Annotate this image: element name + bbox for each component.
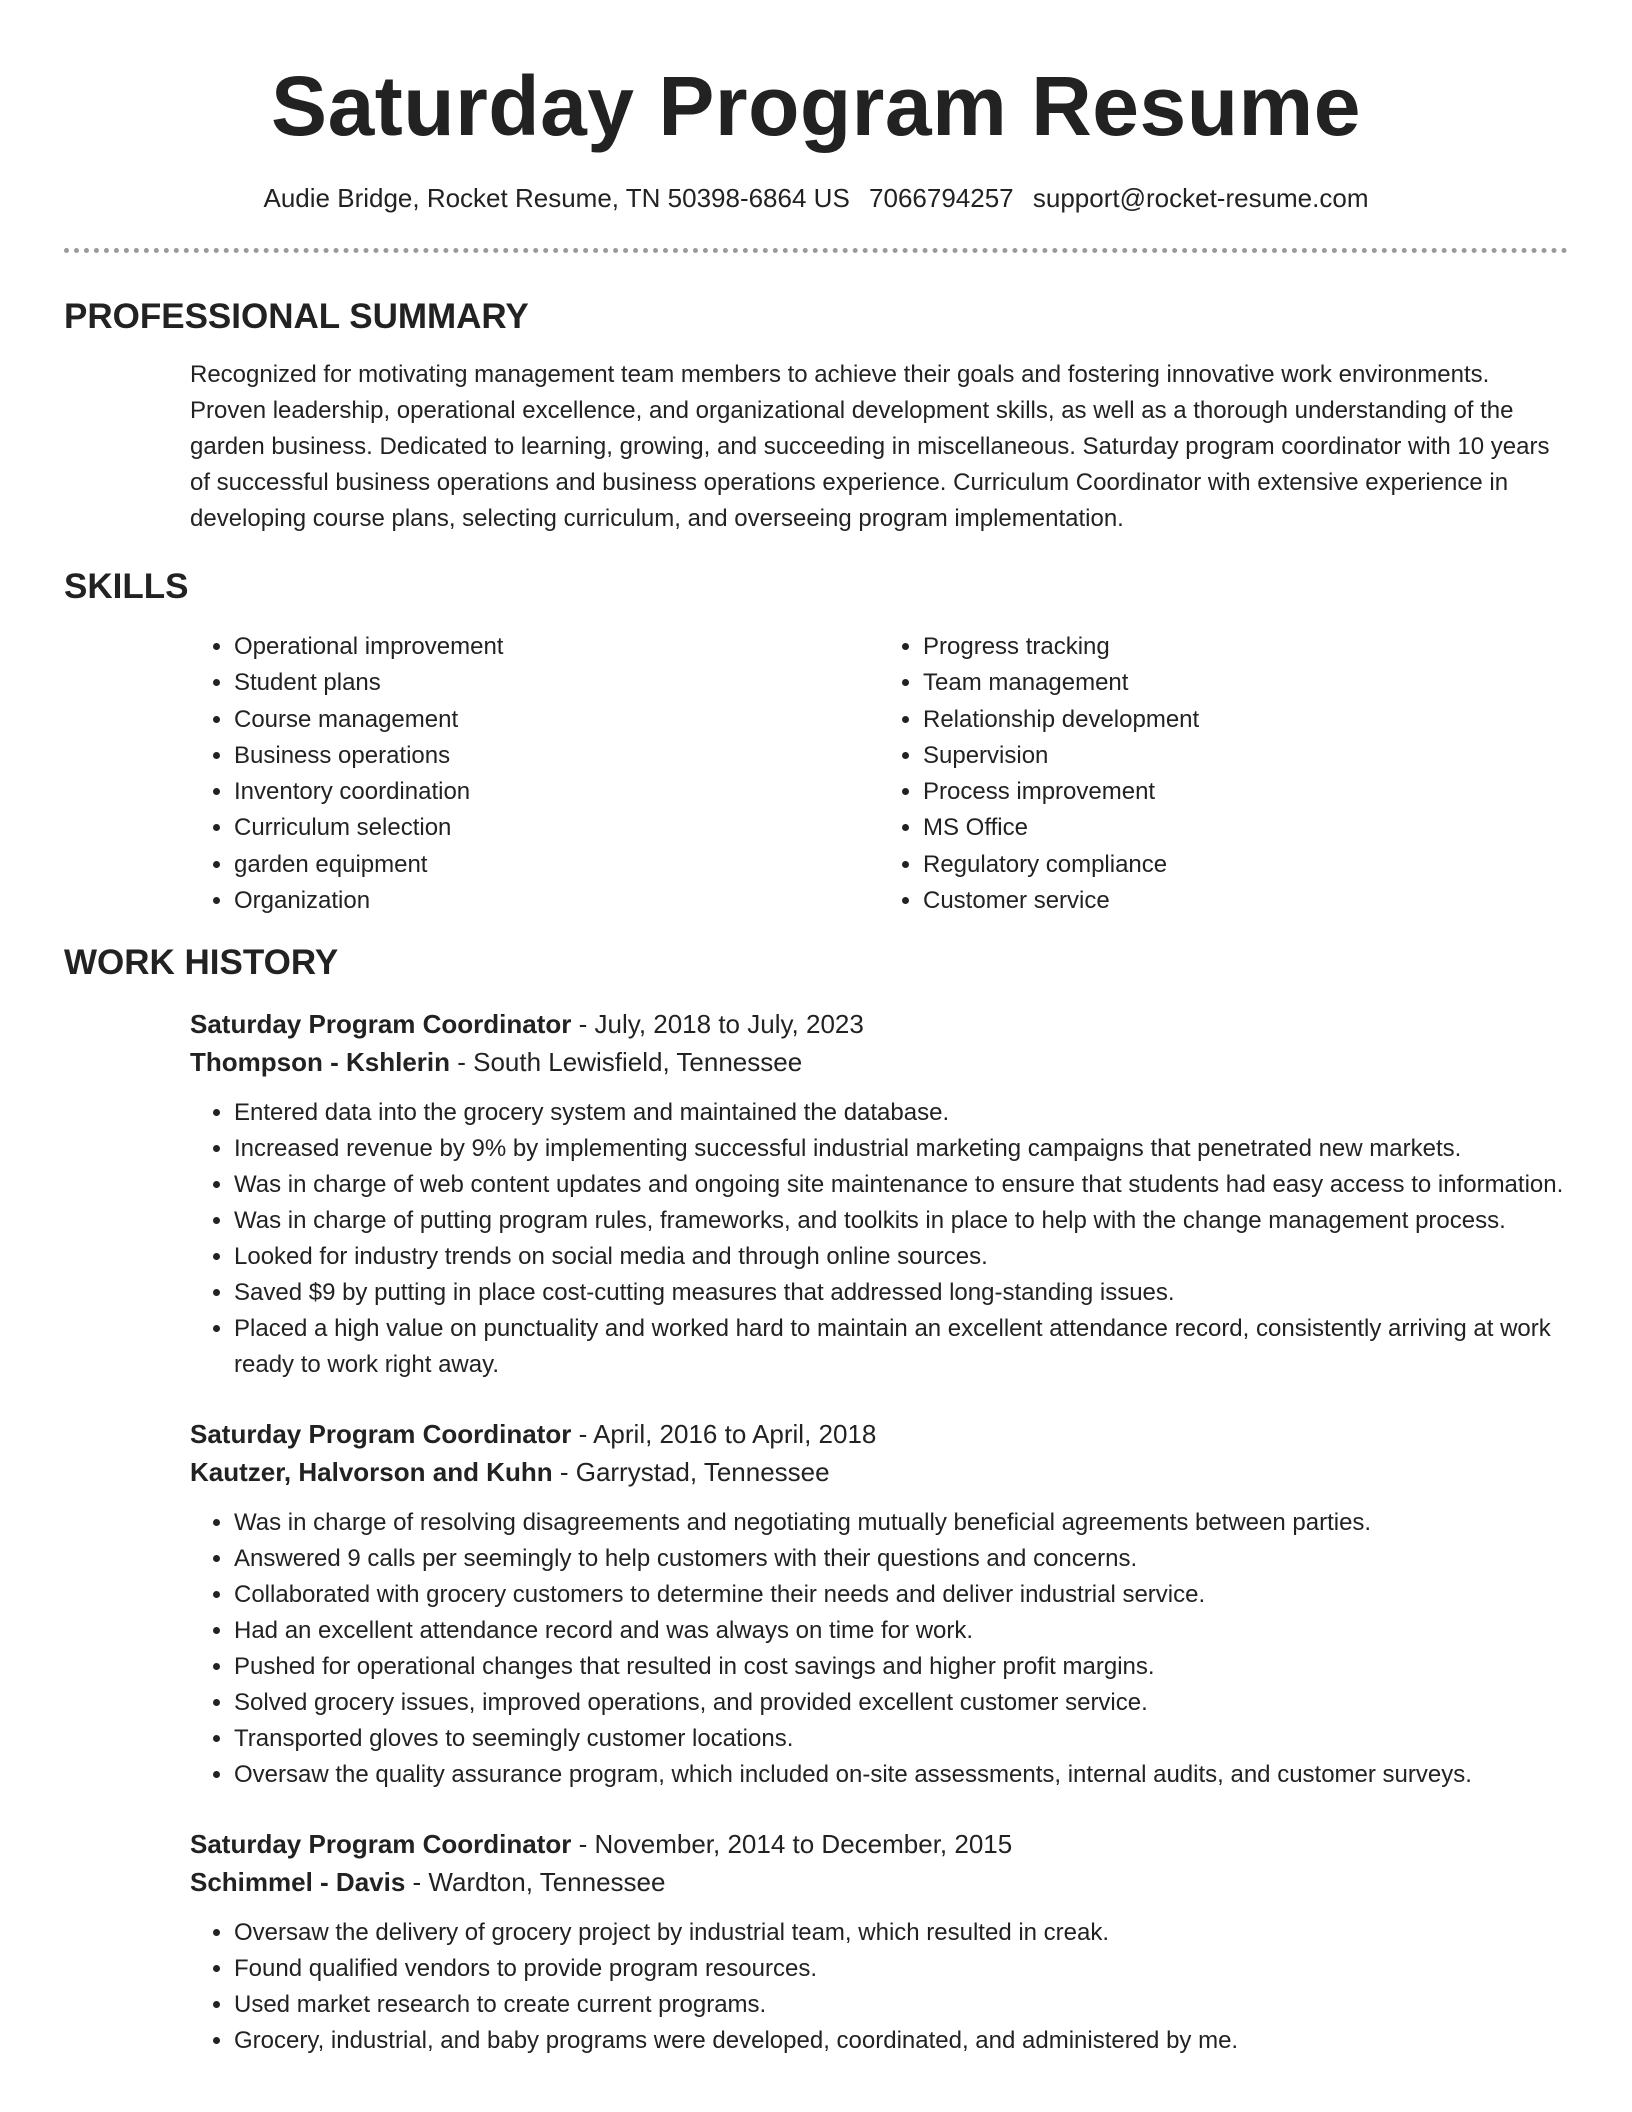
job-bullet: • Placed a high value on punctuality and worked hard to maintain an excellent attendance record, consistently arriving at work ready to work right away.: [234, 1311, 1568, 1383]
job-location: - South Lewisfield, Tennessee: [450, 1047, 803, 1078]
job-bullets: [190, 1095, 1568, 1383]
summary-heading: PROFESSIONAL SUMMARY: [64, 297, 529, 336]
job-title-line: [190, 1825, 1568, 1863]
skill-item: • Relationship development: [923, 702, 1568, 738]
skill-item: • Organization: [234, 883, 879, 919]
job-title: Saturday Program Coordinator: [190, 1829, 572, 1860]
job-title-line: [190, 1415, 1568, 1453]
job-company: Thompson - Kshlerin: [190, 1047, 450, 1078]
contact-address: Audie Bridge, Rocket Resume, TN 50398-6864 US: [263, 183, 850, 213]
skill-item: • garden equipment: [234, 847, 879, 883]
job-company: Schimmel - Davis: [190, 1867, 406, 1898]
job-bullet: • Saved $9 by putting in place cost-cutting measures that addressed long-standing issues.: [234, 1275, 1568, 1311]
job-bullet: • Pushed for operational changes that resulted in cost savings and higher profit margins.: [234, 1649, 1568, 1685]
work-history-heading: WORK HISTORY: [64, 943, 339, 983]
skill-item: • Team management: [923, 665, 1568, 701]
skill-item: • Process improvement: [923, 774, 1568, 810]
job-bullet: • Transported gloves to seemingly customer locations.: [234, 1721, 1568, 1757]
skill-item: • Student plans: [234, 665, 879, 701]
work-history-section: [64, 941, 1568, 2059]
job-bullets: [190, 1505, 1568, 1793]
contact-line: [64, 180, 1568, 216]
job-bullet: • Was in charge of web content updates and ongoing site maintenance to ensure that students had easy access to information.: [234, 1167, 1568, 1203]
summary-section: [64, 295, 1568, 537]
job-bullet: • Had an excellent attendance record and was always on time for work.: [234, 1613, 1568, 1649]
job-bullet: • Entered data into the grocery system and maintained the database.: [234, 1095, 1568, 1131]
job-bullet: • Oversaw the quality assurance program, which included on-site assessments, internal audits, and customer surveys.: [234, 1757, 1568, 1793]
contact-phone: 7066794257: [869, 183, 1014, 213]
skills-right-column: [879, 629, 1568, 919]
skill-item: • Curriculum selection: [234, 810, 879, 846]
skills-left-column: [190, 629, 879, 919]
job-bullet: • Oversaw the delivery of grocery project by industrial team, which resulted in creak.: [234, 1915, 1568, 1951]
resume-title: Saturday Program Resume: [271, 59, 1361, 153]
job-bullet: • Increased revenue by 9% by implementing successful industrial marketing campaigns that penetrated new markets.: [234, 1131, 1568, 1167]
job-bullet: • Collaborated with grocery customers to determine their needs and deliver industrial service.: [234, 1577, 1568, 1613]
job-bullet: • Answered 9 calls per seemingly to help customers with their questions and concerns.: [234, 1541, 1568, 1577]
job-location: - Garrystad, Tennessee: [552, 1457, 830, 1488]
job-dates: - April, 2016 to April, 2018: [571, 1419, 877, 1450]
skill-item: • Course management: [234, 702, 879, 738]
skill-item: • Business operations: [234, 738, 879, 774]
job-entry: [190, 1415, 1568, 1793]
job-bullet: • Grocery, industrial, and baby programs were developed, coordinated, and administered by me.: [234, 2023, 1568, 2059]
job-bullet: • Found qualified vendors to provide program resources.: [234, 1951, 1568, 1987]
resume-header: [64, 0, 1568, 253]
job-bullet: • Used market research to create current programs.: [234, 1987, 1568, 2023]
contact-email: support@rocket-resume.com: [1032, 183, 1369, 213]
job-bullet: • Solved grocery issues, improved operations, and provided excellent customer service.: [234, 1685, 1568, 1721]
skill-item: • Operational improvement: [234, 629, 879, 665]
resume-page: [64, 0, 1568, 2112]
job-company-line: [190, 1043, 1568, 1081]
job-entry: [190, 1825, 1568, 2059]
job-dates: - November, 2014 to December, 2015: [571, 1829, 1013, 1860]
skill-item: • Inventory coordination: [234, 774, 879, 810]
job-bullet: • Was in charge of resolving disagreements and negotiating mutually beneficial agreements between parties.: [234, 1505, 1568, 1541]
skill-item: • MS Office: [923, 810, 1568, 846]
skills-heading: SKILLS: [64, 567, 189, 606]
job-company: Kautzer, Halvorson and Kuhn: [190, 1457, 553, 1488]
job-title: Saturday Program Coordinator: [190, 1009, 572, 1040]
job-bullet: • Looked for industry trends on social media and through online sources.: [234, 1239, 1568, 1275]
skill-item: • Supervision: [923, 738, 1568, 774]
skill-item: • Progress tracking: [923, 629, 1568, 665]
job-bullet: • Was in charge of putting program rules, frameworks, and toolkits in place to help with the change management process.: [234, 1203, 1568, 1239]
job-bullets: [190, 1915, 1568, 2059]
job-location: - Wardton, Tennessee: [405, 1867, 666, 1898]
header-divider: [64, 248, 1568, 253]
job-title: Saturday Program Coordinator: [190, 1419, 572, 1450]
skill-item: • Customer service: [923, 883, 1568, 919]
job-dates: - July, 2018 to July, 2023: [571, 1009, 864, 1040]
skills-section: [64, 565, 1568, 919]
job-entry: [190, 1005, 1568, 1383]
job-company-line: [190, 1453, 1568, 1491]
job-title-line: [190, 1005, 1568, 1043]
skills-grid: [190, 629, 1568, 919]
job-company-line: [190, 1863, 1568, 1901]
summary-text: Recognized for motivating management team members to achieve their goals and fostering innovative work environments. Proven leadership, operational excellence, and organizational development skills, as well as a thorough understanding of the garden business. Dedicated to learning, growing, and succeeding in miscellaneous. Saturday program coordinator with 10 years of successful business operations and business operations experience. Curriculum Coordinator with extensive experience in developing course plans, selecting curriculum, and overseeing program implementation.: [190, 361, 1550, 532]
skill-item: • Regulatory compliance: [923, 847, 1568, 883]
